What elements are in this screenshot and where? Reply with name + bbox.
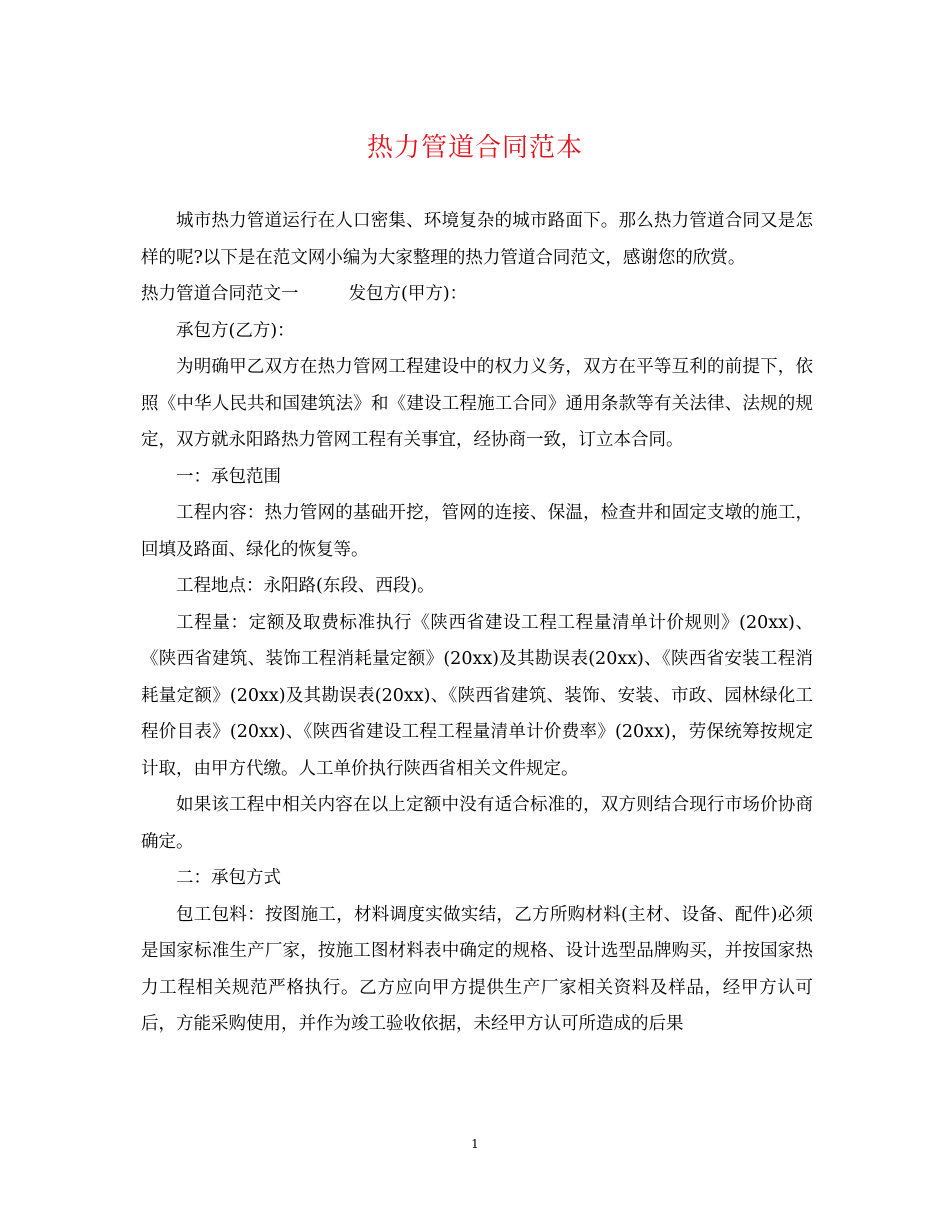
work-content-paragraph: 工程内容：热力管网的基础开挖，管网的连接、保温，检查井和固定支墩的施工，回填及路面、绿化的恢复等。 xyxy=(141,503,813,560)
work-location-paragraph: 工程地点：永阳路(东段、西段)。 xyxy=(176,576,435,596)
sample-heading-line xyxy=(141,276,813,313)
intro-paragraph: 城市热力管道运行在人口密集、环境复杂的城市路面下。那么热力管道合同又是怎样的呢?以下是在范文网小编为大家整理的热力管道合同范文，感谢您的欣赏。 xyxy=(141,211,813,268)
section-heading-mode: 二：承包方式 xyxy=(176,868,281,888)
document-title: 热力管道合同范本 xyxy=(366,133,583,163)
sample-heading: 热力管道合同范文一 xyxy=(141,284,299,304)
page-number: 1 xyxy=(471,1137,479,1151)
purpose-paragraph: 为明确甲乙双方在热力管网工程建设中的权力义务，双方在平等互利的前提下，依照《中华人民共和国建筑法》和《建设工程施工合同》通用条款等有关法律、法规的规定，双方就永阳路热力管网工程有关事宜，经协商一致，订立本合同。 xyxy=(141,357,813,450)
document-body xyxy=(141,203,813,1043)
party-a-label: 发包方(甲方)： xyxy=(348,284,468,304)
contract-mode-paragraph: 包工包料：按图施工，材料调度实做实结，乙方所购材料(主材、设备、配件)必须是国家标准生产厂家，按施工图材料表中确定的规格、设计选型品牌购买，并按国家热力工程相关规范严格执行。乙方应向甲方提供生产厂家相关资料及样品，经甲方认可后，方能采购使用，并作为竣工验收依据，未经甲方认可所造成的后果 xyxy=(141,904,813,1034)
work-quantity-paragraph: 工程量：定额及取费标准执行《陕西省建设工程工程量清单计价规则》(20xx)、《陕西省建筑、装饰工程消耗量定额》(20xx)及其勘误表(20xx)、《陕西省安装工程消耗量定额》(20xx)及其勘误表(20xx)、《陕西省建筑、装饰、安装、市政、园林绿化工程价目表》(20xx)、《陕西省建设工程工程量清单计价费率》(20xx)，劳保统筹按规定计取，由甲方代缴。人工单价执行陕西省相关文件规定。 xyxy=(141,612,813,779)
section-heading-scope: 一：承包范围 xyxy=(176,466,281,487)
no-standard-paragraph: 如果该工程中相关内容在以上定额中没有适合标准的，双方则结合现行市场价协商确定。 xyxy=(141,795,813,852)
party-b-label: 承包方(乙方)： xyxy=(176,320,295,341)
